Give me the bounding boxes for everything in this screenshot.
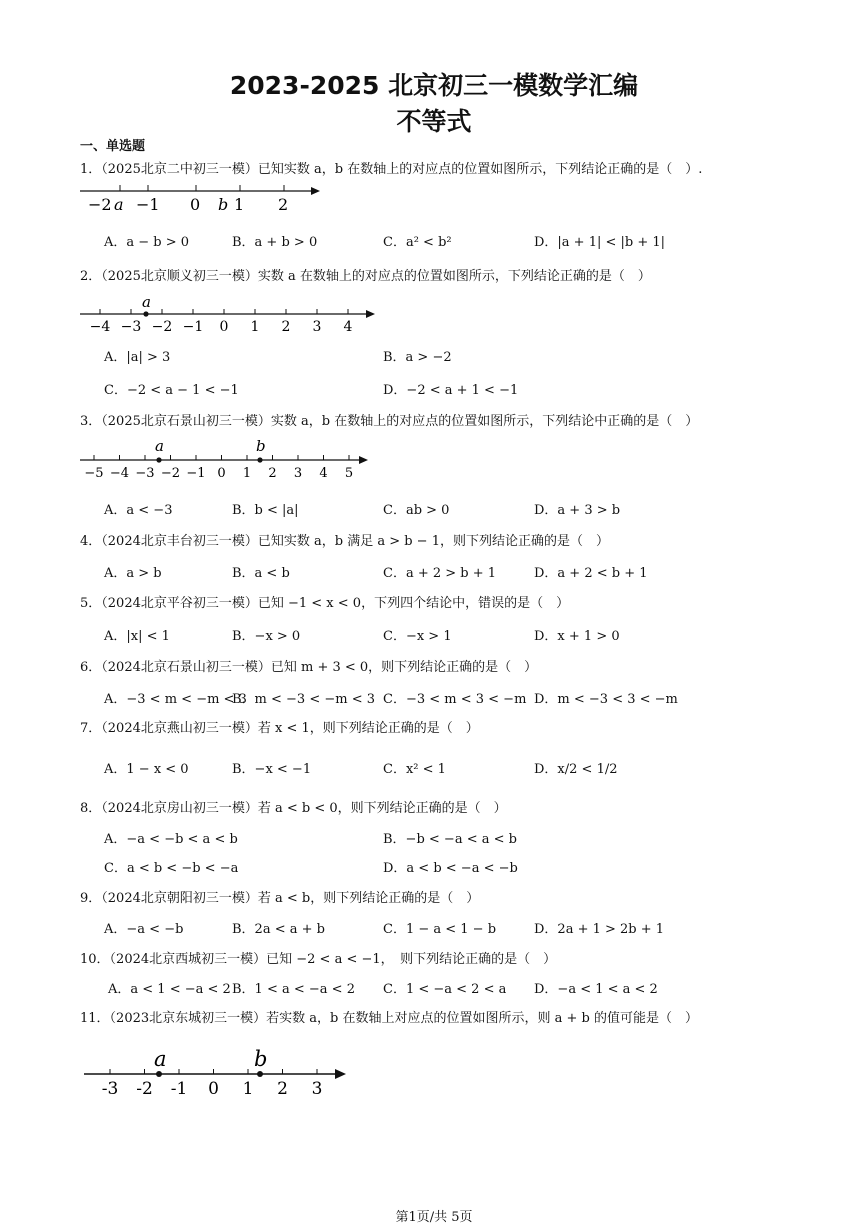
q1-option-c[interactable]: C．a² < b² [383, 235, 452, 250]
tick-label: 4 [319, 466, 328, 481]
q7-option-b[interactable]: B．−x < −1 [232, 762, 312, 777]
q6-option-b[interactable]: B．m < −3 < −m < 3 [232, 692, 376, 707]
section-heading: 一、单选题 [80, 139, 146, 154]
q10-option-a[interactable]: A．a < 1 < −a < 2 [108, 982, 231, 997]
tick-label: 2 [281, 319, 291, 335]
tick-label: −1 [186, 466, 206, 481]
tick-label: 2 [278, 195, 289, 214]
question-5-stem: 5．（2024北京平谷初三一模）已知 −1 < x < 0，下列四个结论中，错误的是（ ） [80, 596, 570, 611]
q1-option-a[interactable]: A．a − b > 0 [104, 235, 190, 250]
q4-option-d[interactable]: D．a + 2 < b + 1 [534, 566, 648, 581]
q9-option-b[interactable]: B．2a < a + b [232, 922, 325, 937]
tick-label: 3 [293, 466, 303, 481]
point-b-label: b [256, 437, 266, 455]
tick-label: 2 [268, 466, 277, 481]
q6-option-d[interactable]: D．m < −3 < 3 < −m [534, 692, 678, 707]
q9-option-a[interactable]: A．−a < −b [104, 922, 184, 937]
tick-label: −2 [88, 195, 112, 214]
number-line-2 [78, 292, 388, 336]
q5-option-a[interactable]: A．|x| < 1 [104, 629, 170, 644]
tick-label: −5 [84, 466, 104, 481]
page-footer: 第1页/共 5页 [395, 1210, 473, 1225]
q10-option-d[interactable]: D．−a < 1 < a < 2 [534, 982, 658, 997]
tick-label: −3 [120, 319, 142, 335]
q7-option-d[interactable]: D．x/2 < 1/2 [534, 762, 618, 777]
question-1-stem: 1．（2025北京二中初三一模）已知实数 a，b 在数轴上的对应点的位置如图所示，下列结论正确的是（ ）. [80, 162, 703, 177]
q3-option-b[interactable]: B．b < |a| [232, 503, 299, 518]
tick-label: 4 [343, 319, 353, 335]
q4-option-c[interactable]: C．a + 2 > b + 1 [383, 566, 497, 581]
question-9-stem: 9．（2024北京朝阳初三一模）若 a < b，则下列结论正确的是（ ） [80, 891, 480, 906]
point-a-label: a [114, 195, 124, 214]
point-a-label: a [155, 437, 164, 455]
q2-option-a[interactable]: A．|a| > 3 [104, 350, 171, 365]
tick-label: -2 [136, 1079, 153, 1099]
tick-label: 1 [242, 466, 252, 481]
tick-label: 3 [311, 1079, 323, 1099]
q1-option-d[interactable]: D．|a + 1| < |b + 1| [534, 235, 666, 250]
tick-label: −2 [151, 319, 173, 335]
document-subtitle: 不等式 [396, 107, 472, 136]
q10-option-b[interactable]: B．1 < a < −a < 2 [232, 982, 355, 997]
question-11-stem: 11．（2023北京东城初三一模）若实数 a，b 在数轴上对应点的位置如图所示，则 a + b 的值可能是（ ） [80, 1011, 698, 1026]
tick-label: 0 [217, 466, 226, 481]
q9-option-c[interactable]: C．1 − a < 1 − b [383, 922, 497, 937]
tick-label: −4 [89, 319, 111, 335]
tick-label: 1 [234, 195, 245, 214]
q10-option-c[interactable]: C．1 < −a < 2 < a [383, 982, 507, 997]
number-line-3 [78, 436, 378, 480]
question-3-stem: 3．（2025北京石景山初三一模）实数 a，b 在数轴上的对应点的位置如图所示，下列结论中正确的是（ ） [80, 414, 699, 429]
tick-label: 1 [242, 1079, 254, 1099]
question-2-stem: 2．（2025北京顺义初三一模）实数 a 在数轴上的对应点的位置如图所示，下列结论正确的是（ ） [80, 269, 651, 284]
question-4-stem: 4．（2024北京丰台初三一模）已知实数 a，b 满足 a > b − 1，则下列结论正确的是（ ） [80, 534, 609, 549]
number-line-11 [82, 1046, 352, 1102]
tick-label: −3 [135, 466, 155, 481]
tick-label: 5 [344, 466, 354, 481]
q2-option-d[interactable]: D．−2 < a + 1 < −1 [383, 383, 519, 398]
q8-option-b[interactable]: B．−b < −a < a < b [383, 832, 517, 847]
q4-option-a[interactable]: A．a > b [104, 566, 162, 581]
tick-label: 0 [190, 195, 201, 214]
q8-option-a[interactable]: A．−a < −b < a < b [104, 832, 238, 847]
tick-label: −1 [182, 319, 204, 335]
point-b-label: b [254, 1047, 268, 1071]
q8-option-c[interactable]: C．a < b < −b < −a [104, 861, 239, 876]
q6-option-a[interactable]: A．−3 < m < −m < 3 [104, 692, 247, 707]
q3-option-d[interactable]: D．a + 3 > b [534, 503, 621, 518]
q9-option-d[interactable]: D．2a + 1 > 2b + 1 [534, 922, 665, 937]
q5-option-d[interactable]: D．x + 1 > 0 [534, 629, 620, 644]
q3-option-a[interactable]: A．a < −3 [104, 503, 173, 518]
q8-option-d[interactable]: D．a < b < −a < −b [383, 861, 518, 876]
q6-option-c[interactable]: C．−3 < m < 3 < −m [383, 692, 527, 707]
tick-label: -1 [170, 1079, 188, 1099]
tick-label: 2 [277, 1079, 288, 1099]
q2-option-b[interactable]: B．a > −2 [383, 350, 452, 365]
tick-label: −1 [136, 195, 160, 214]
tick-label: 0 [219, 319, 229, 335]
tick-label: −2 [160, 466, 181, 481]
q7-option-a[interactable]: A．1 − x < 0 [104, 762, 189, 777]
question-8-stem: 8．（2024北京房山初三一模）若 a < b < 0，则下列结论正确的是（ ） [80, 801, 507, 816]
question-7-stem: 7．（2024北京燕山初三一模）若 x < 1，则下列结论正确的是（ ） [80, 721, 479, 736]
tick-label: 3 [312, 319, 322, 335]
point-a-label: a [142, 293, 151, 311]
q2-option-c[interactable]: C．−2 < a − 1 < −1 [104, 383, 239, 398]
tick-label: −4 [109, 466, 130, 481]
tick-label: 1 [250, 319, 260, 335]
q3-option-c[interactable]: C．ab > 0 [383, 503, 450, 518]
question-10-stem: 10．（2024北京西城初三一模）已知 −2 < a < −1， 则下列结论正确的是（ ） [80, 952, 557, 967]
point-a-label: a [154, 1047, 167, 1071]
q7-option-c[interactable]: C．x² < 1 [383, 762, 446, 777]
tick-label: -3 [101, 1079, 119, 1099]
number-line-1 [78, 180, 338, 214]
q5-option-b[interactable]: B．−x > 0 [232, 629, 301, 644]
q5-option-c[interactable]: C．−x > 1 [383, 629, 452, 644]
question-6-stem: 6．（2024北京石景山初三一模）已知 m + 3 < 0，则下列结论正确的是（ ） [80, 660, 538, 675]
point-b-label: b [218, 195, 229, 214]
q1-option-b[interactable]: B．a + b > 0 [232, 235, 318, 250]
tick-label: 0 [208, 1079, 219, 1099]
document-title: 2023-2025 北京初三一模数学汇编 [229, 71, 639, 100]
q4-option-b[interactable]: B．a < b [232, 566, 290, 581]
